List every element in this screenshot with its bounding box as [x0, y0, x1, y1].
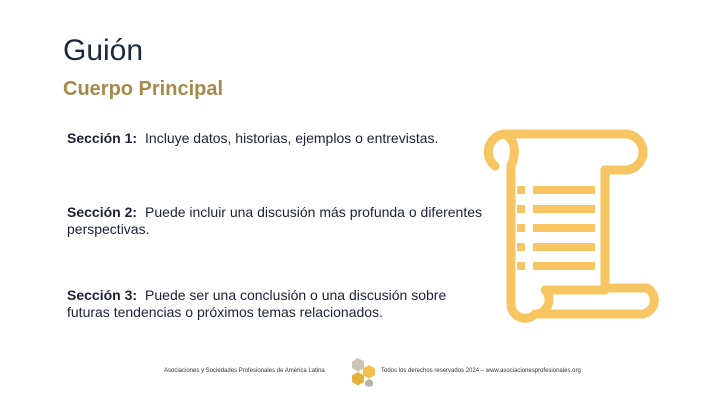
honeycomb-logo-icon [349, 357, 377, 387]
section-1-label: Sección 1: [67, 130, 138, 146]
footer [0, 355, 720, 391]
section-3 [67, 287, 487, 321]
slide-title: Guión [63, 34, 144, 67]
scroll-document-icon [465, 122, 665, 327]
section-2 [67, 204, 487, 238]
footer-organization: Asociaciones y Sociedades Profesionales de América Latina [164, 368, 325, 374]
section-3-text: Puede ser una conclusión o una discusión sobre futuras tendencias o próximos temas relacionados. [67, 287, 447, 320]
section-3-label: Sección 3: [67, 287, 138, 303]
section-2-text: Puede incluir una discusión más profunda o diferentes perspectivas. [67, 204, 483, 237]
section-1-text: Incluye datos, historias, ejemplos o entrevistas. [145, 130, 439, 146]
section-2-label: Sección 2: [67, 204, 138, 220]
footer-copyright: Todos los derechos reservados 2024 – www.asociacionesprofesionales.org [381, 368, 581, 374]
slide-subtitle: Cuerpo Principal [63, 78, 224, 100]
section-1 [67, 130, 487, 147]
